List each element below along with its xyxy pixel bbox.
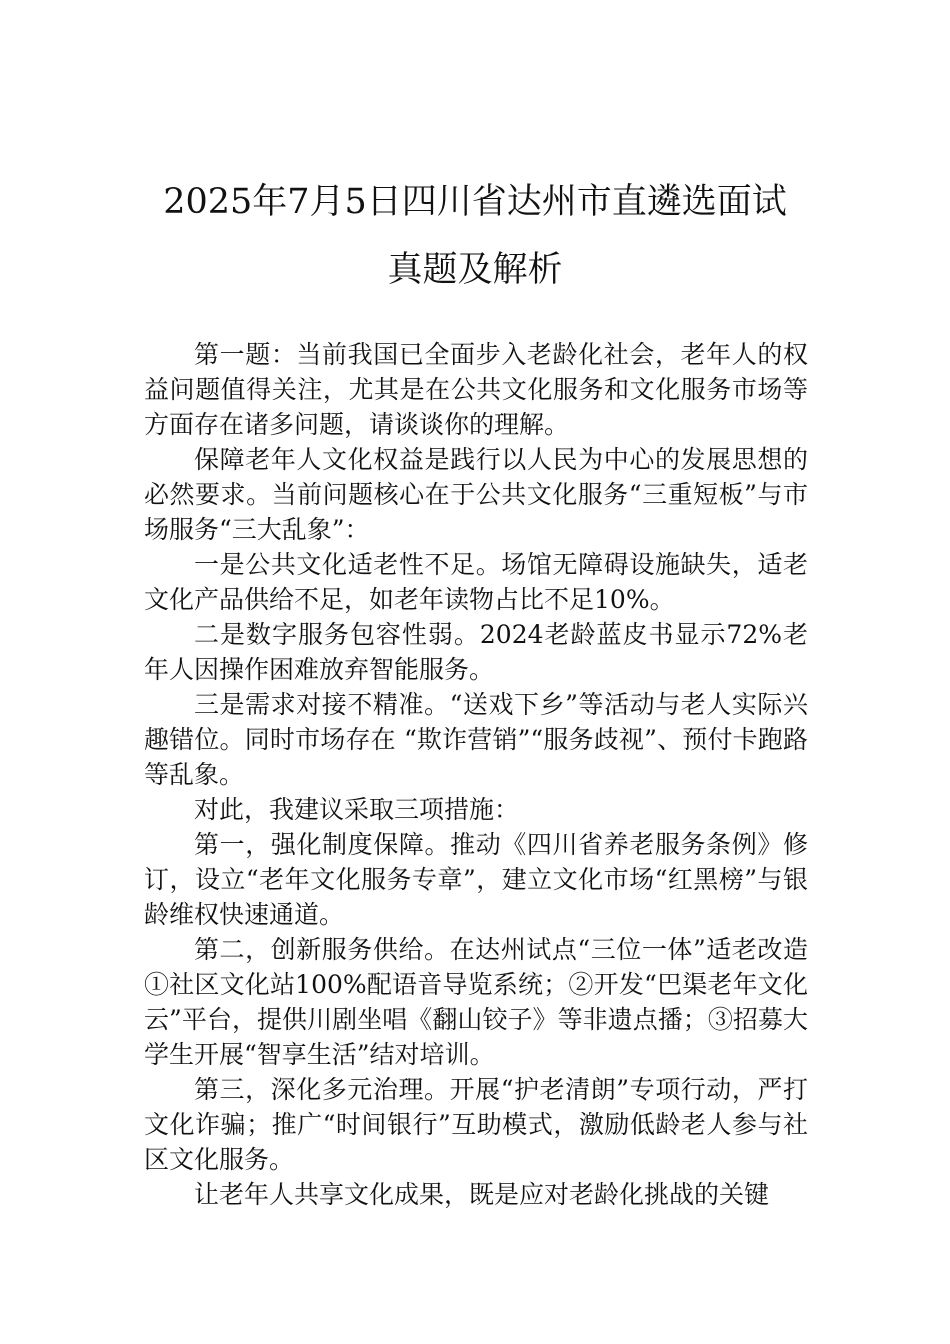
document-body (144, 337, 808, 1212)
question-paragraph: 第一题：当前我国已全面步入老龄化社会，老年人的权益问题值得关注，尤其是在公共文化服务和文化服务市场等方面存在诸多问题，请谈谈你的理解。 (144, 340, 808, 439)
problem-two-paragraph: 二是数字服务包容性弱。2024老龄蓝皮书显示72%老年人因操作困难放弃智能服务。 (144, 620, 808, 684)
measures-intro-paragraph: 对此，我建议采取三项措施： (194, 795, 520, 824)
document-title-line-1: 2025年7月5日四川省达州市直遴选面试 (163, 182, 787, 222)
measure-one-paragraph: 第一，强化制度保障。推动《四川省养老服务条例》修订，设立“老年文化服务专章”，建立文化市场“红黑榜”与银龄维权快速通道。 (144, 830, 808, 929)
measure-two-paragraph: 第二，创新服务供给。在达州试点“三位一体”适老改造①社区文化站100%配语音导览系统；②开发“巴渠老年文化云”平台，提供川剧坐唱《翻山铰子》等非遗点播；③招募大学生开展“智享生活”结对培训。 (144, 935, 808, 1069)
answer-intro-paragraph: 保障老年人文化权益是践行以人民为中心的发展思想的必然要求。当前问题核心在于公共文化服务“三重短板”与市场服务“三大乱象”： (144, 445, 808, 544)
problem-one-paragraph: 一是公共文化适老性不足。场馆无障碍设施缺失，适老文化产品供给不足，如老年读物占比不足10%。 (144, 550, 808, 614)
document-title-line-2: 真题及解析 (387, 250, 563, 290)
problem-three-paragraph: 三是需求对接不精准。“送戏下乡”等活动与老人实际兴趣错位。同时市场存在 “欺诈营销”“服务歧视”、预付卡跑路等乱象。 (144, 690, 808, 789)
conclusion-paragraph: 让老年人共享文化成果，既是应对老龄化挑战的关键 (194, 1180, 770, 1209)
measure-three-paragraph: 第三，深化多元治理。开展“护老清朗”专项行动，严打文化诈骗；推广“时间银行”互助模式，激励低龄老人参与社区文化服务。 (144, 1075, 808, 1174)
